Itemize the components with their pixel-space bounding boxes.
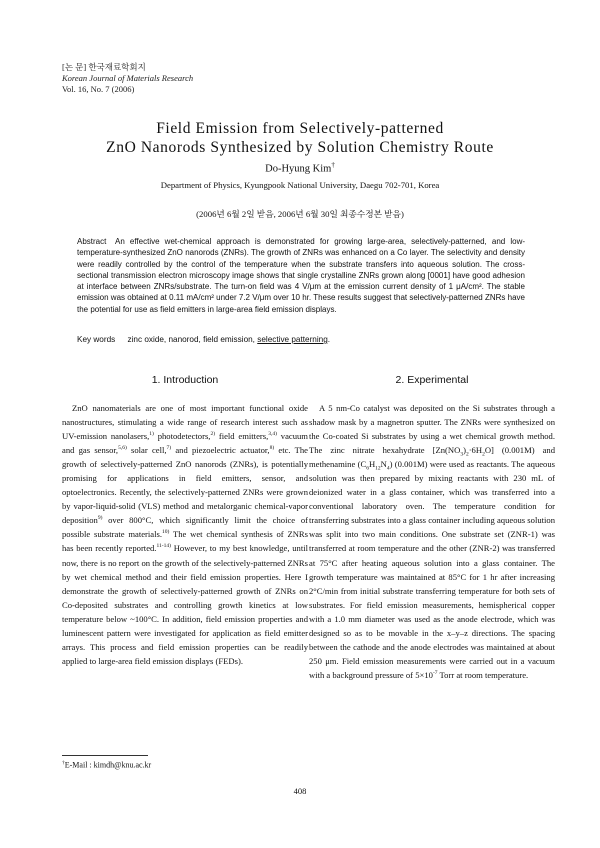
footnote-mark: † <box>62 760 65 766</box>
paper-title <box>60 119 540 157</box>
footnote-email: E-Mail : kimdh@knu.ac.kr <box>64 760 152 770</box>
footnote <box>62 760 151 770</box>
keywords-end: . <box>327 335 331 344</box>
journal-volume: Vol. 16, No. 7 (2006) <box>62 84 135 94</box>
keywords-label: Key words <box>77 335 116 344</box>
journal-korean-name: [논 문] 한국재료학회지 <box>62 62 146 72</box>
journal-english-name: Korean Journal of Materials Research <box>62 73 194 83</box>
author-name: Do-Hyung Kim <box>265 163 332 175</box>
abstract-label: Abstract <box>77 237 107 246</box>
section-heading-introduction: 1. Introduction <box>151 374 219 386</box>
footnote-divider <box>62 755 148 756</box>
author-line <box>0 161 600 175</box>
received-dates: (2006년 6월 2일 받음, 2006년 6월 30일 최종수정본 받음) <box>196 209 404 219</box>
keywords-underlined: selective patterning <box>257 335 328 344</box>
page-number: 408 <box>293 786 307 796</box>
author-mark: † <box>331 161 335 169</box>
affiliation: Department of Physics, Kyungpook National University, Daegu 702-701, Korea <box>160 180 440 190</box>
title-line-1: Field Emission from Selectively-patterned <box>156 120 444 137</box>
keywords-text: zinc oxide, nanorod, field emission, <box>127 335 258 344</box>
title-line-2: ZnO Nanorods Synthesized by Solution Chemistry Route <box>106 139 494 156</box>
section-heading-experimental: 2. Experimental <box>395 374 469 386</box>
abstract <box>77 236 525 315</box>
keywords <box>77 335 525 344</box>
experimental-body <box>309 401 555 682</box>
abstract-text: An effective wet-chemical approach is demonstrated for growing large-area, selectively-patterned, and low-temperature-synthesized ZnO nanorods (ZNRs). The growth of ZNRs was enhanced on a Co layer. The selectivity and density were readily controlled by the control of the temperature when the substrate transfers into aqueous solution. The cross-sectional transmission electron microscopy image shows that single crystalline ZNRs grown along [0001] have good adhesion at interface between ZNRs/substrate. The turn-on field was 4 V/μm at the emission current density of 1 μA/cm². The stable emission was obtained at 0.11 mA/cm² under 7.2 V/μm over 10 hr. These results suggest that selectively-patterned ZNRs have the potential for use as field emitters in large-area field emission displays. <box>77 237 526 314</box>
introduction-body <box>62 401 308 668</box>
experimental-paragraph: A 5 nm-Co catalyst was deposited on the Si substrates through a shadow mask by a magnetron sputter. The ZNRs were synthesized on the Co-coated Si substrates by using a wet chemical growth method. The zinc nitrate hexahydrate $[Zn(NO_3)_2\cdot 6H_2O]$ (0.001M) and methenamine $(C_6H_{12}N_4)$ (0.001M) were used as reactants. The aqueous solution was then prepared by mixing reactants with 230 mL of deionized water in a glass container, which was transferred into a conventional laboratory oven. The temperature condition for transferring substrates into a glass container including aqueous solution was split into two main conditions. One substrate set (ZNR-1) was transferred at room temperature and the other (ZNR-2) was transferred at 75°C after heating aqueous solution into a glass container. The growth temperature was maintained at 85°C for 1 hr after increasing 2°C/min from initial substrate transferring temperature for both sets of substrates. For field emission measurements, hemispherical copper with a 1.0 mm diameter was used as the anode electrode, which was designed so as to be movable in the x–y–z directions. The spacing between the cathode and the anode electrodes was maintained at about 250 μm. Field emission measurements were carried out in a vacuum with a background pressure of $5\times 10^{-7}$ Torr at room temperature. <box>309 403 555 680</box>
introduction-paragraph: ZnO nanomaterials are one of most important functional oxide nanostructures, stimulating a wide range of research interest such as UV-emission nanolasers,$^{1)}$ photodetectors,$^{2)}$ field emitters,$^{3,4)}$ vacuum and gas sensor,$^{5,6)}$ solar cell,$^{7)}$ and piezoelectric actuator,$^{8)}$ etc. The growth of selectively-patterned ZnO nanorods (ZNRs), is potentially promising for applications in field emitters, sensor, and optoelectronics. Recently, the selectively-patterned ZNRs were grown by vapor-liquid-solid (VLS) method and metalorganic chemical-vapor deposition$^{9)}$ over 800°C, which significantly limit the choice of possible substrate materials.$^{10)}$ The wet chemical synthesis of ZNRs has been recently reported.$^{11-14)}$ However, to my best knowledge, until now, there is no report on the growth of the selectively-patterned ZNRs by wet chemical method and their field emission properties. Here I demonstrate the growth of selectively-patterned growth of ZNRs on Co-deposited substrates and controlling growth kinetics at low temperature below ~100°C. In addition, field emission properties and luminescent pattern were investigated for application as field emitter arrays. This process and field emission properties can be readily applied to large-area field emission displays (FEDs). <box>62 403 309 666</box>
journal-header <box>62 62 193 95</box>
